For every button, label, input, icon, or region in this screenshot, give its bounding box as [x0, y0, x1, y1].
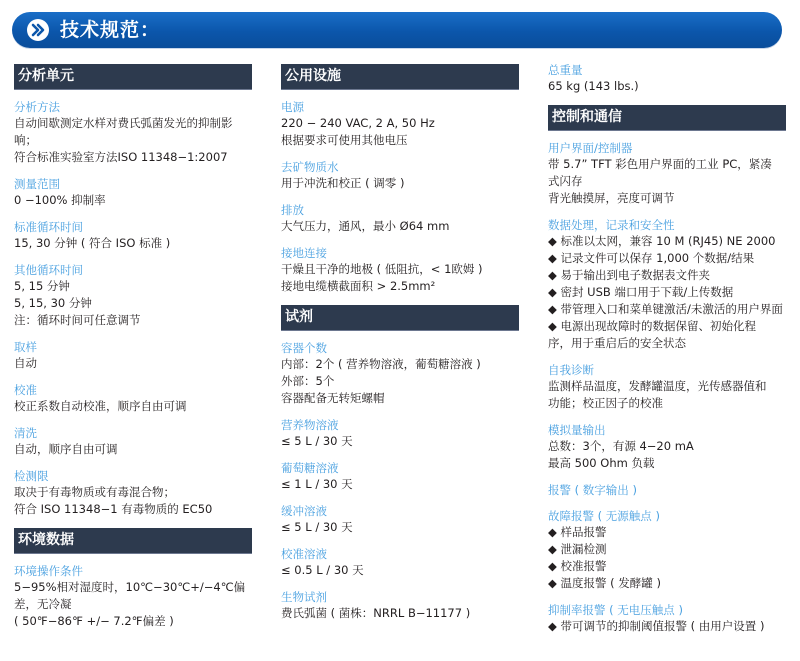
- spec-label: 清洗: [14, 426, 37, 440]
- spec-label: 分析方法: [14, 100, 60, 114]
- spec-value-line: 功能；校正因子的校准: [548, 396, 663, 410]
- spec-value-line: ◆ 校准报警: [548, 559, 607, 573]
- spec-value-line: 响；: [14, 133, 37, 147]
- spec-item: [14, 382, 252, 415]
- spec-label: 抑制率报警 ( 无电压触点 ): [548, 603, 683, 617]
- column-3: [548, 62, 788, 645]
- spec-item: [281, 503, 519, 536]
- spec-value-line: ◆ 标准以太网，兼容 10 M (RJ45) NE 2000: [548, 234, 776, 248]
- spec-label: 接地连接: [281, 246, 327, 260]
- spec-item: [548, 482, 788, 498]
- spec-value-line: 220 − 240 VAC, 2 A, 50 Hz: [281, 116, 435, 130]
- spec-value-line: 外部：5个: [281, 374, 335, 388]
- section-header: 试剂: [281, 305, 519, 331]
- spec-label: 去矿物质水: [281, 160, 339, 174]
- spec-item: [281, 99, 519, 149]
- spec-label: 生物试剂: [281, 590, 327, 604]
- spec-label: 其他循环时间: [14, 263, 83, 277]
- spec-label: 模拟量输出: [548, 423, 606, 437]
- spec-value-line: 自动间歇测定水样对费氏弧菌发光的抑制影: [14, 116, 233, 130]
- spec-item: [14, 262, 252, 329]
- spec-item: [548, 140, 788, 207]
- spec-value-line: ◆ 带可调节的抑制阈值报警 ( 由用户设置 ): [548, 619, 765, 633]
- spec-value-line: 符合标准实验室方法ISO 11348−1:2007: [14, 150, 228, 164]
- spec-value-line: 自动: [14, 356, 37, 370]
- spec-value-line: 式闪存: [548, 174, 583, 188]
- spec-value-line: 自动，顺序自由可调: [14, 442, 118, 456]
- spec-value-line: 序，用于重启后的安全状态: [548, 336, 686, 350]
- spec-label: 报警 ( 数字输出 ): [548, 483, 637, 497]
- spec-value-line: 差，无冷凝: [14, 597, 72, 611]
- spec-label: 标准循环时间: [14, 220, 83, 234]
- spec-label: 葡萄糖溶液: [281, 461, 339, 475]
- spec-item: [14, 468, 252, 518]
- spec-value-line: 65 kg (143 lbs.): [548, 79, 639, 93]
- spec-label: 自我诊断: [548, 363, 594, 377]
- section-header: 公用设施: [281, 64, 519, 90]
- spec-value-line: 校正系数自动校准，顺序自由可调: [14, 399, 187, 413]
- spec-value-line: 大气压力，通风，最小 Ø64 mm: [281, 219, 450, 233]
- spec-item: [14, 425, 252, 458]
- spec-value-line: 干燥且干净的地极 ( 低阻抗，< 1欧姆 ): [281, 262, 483, 276]
- spec-item: [281, 546, 519, 579]
- spec-value-line: 用于冲洗和校正 ( 调零 ): [281, 176, 405, 190]
- spec-label: 排放: [281, 203, 304, 217]
- spec-value-line: 内部：2个 ( 营养物溶液，葡萄糖溶液 ): [281, 357, 481, 371]
- spec-label: 电源: [281, 100, 304, 114]
- spec-value-line: 5, 15 分钟: [14, 279, 70, 293]
- spec-item: [281, 202, 519, 235]
- spec-label: 故障报警 ( 无源触点 ): [548, 509, 660, 523]
- spec-value-line: 符合 ISO 11348−1 有毒物质的 EC50: [14, 502, 213, 516]
- column-2: [281, 62, 519, 632]
- spec-label: 取样: [14, 340, 37, 354]
- spec-label: 数据处理，记录和安全性: [548, 218, 675, 232]
- spec-item: [281, 460, 519, 493]
- spec-item: [281, 417, 519, 450]
- spec-value-line: 15, 30 分钟 ( 符合 ISO 标准 ): [14, 236, 171, 250]
- spec-label: 缓冲溶液: [281, 504, 327, 518]
- spec-label: 测量范围: [14, 177, 60, 191]
- spec-value-line: 费氏弧菌 ( 菌株：NRRL B−11177 ): [281, 606, 471, 620]
- section-header: 分析单元: [14, 64, 252, 90]
- spec-item: [548, 602, 788, 635]
- spec-value-line: ≤ 5 L / 30 天: [281, 520, 353, 534]
- spec-value-line: ◆ 温度报警 ( 发酵罐 ): [548, 576, 661, 590]
- spec-item: [548, 62, 788, 95]
- spec-item: [14, 563, 252, 630]
- spec-value-line: 最高 500 Ohm 负载: [548, 456, 655, 470]
- header-banner: [12, 12, 782, 48]
- spec-label: 校准: [14, 383, 37, 397]
- spec-value-line: ≤ 5 L / 30 天: [281, 434, 353, 448]
- spec-value-line: 注：循环时间可任意调节: [14, 313, 141, 327]
- spec-value-line: ≤ 1 L / 30 天: [281, 477, 353, 491]
- spec-value-line: ( 50℉−86℉ +/− 7.2℉偏差 ): [14, 614, 174, 628]
- spec-value-line: 容器配备无转矩螺帽: [281, 391, 385, 405]
- spec-item: [14, 219, 252, 252]
- spec-value-line: 监测样品温度，发酵罐温度，光传感器值和: [548, 379, 767, 393]
- spec-value-line: 带 5.7” TFT 彩色用户界面的工业 PC，紧凑: [548, 157, 772, 171]
- section-header: 控制和通信: [548, 105, 786, 131]
- spec-label: 环境操作条件: [14, 564, 83, 578]
- spec-value-line: 总数：3个，有源 4−20 mA: [548, 439, 694, 453]
- double-chevron-right-icon: [26, 18, 50, 42]
- spec-item: [548, 508, 788, 592]
- spec-item: [14, 176, 252, 209]
- page-title: 技术规范：: [60, 19, 161, 41]
- spec-value-line: ≤ 0.5 L / 30 天: [281, 563, 364, 577]
- spec-value-line: 0 −100% 抑制率: [14, 193, 106, 207]
- spec-label: 校准溶液: [281, 547, 327, 561]
- spec-item: [281, 340, 519, 407]
- spec-item: [281, 245, 519, 295]
- spec-value-line: ◆ 泄漏检测: [548, 542, 607, 556]
- spec-label: 用户界面/控制器: [548, 141, 633, 155]
- spec-value-line: ◆ 带管理入口和菜单键激活/未激活的用户界面: [548, 302, 783, 316]
- spec-value-line: 5−95%相对湿度时，10℃−30℃+/−4℃偏: [14, 580, 246, 594]
- spec-item: [14, 339, 252, 372]
- spec-label: 营养物溶液: [281, 418, 339, 432]
- spec-item: [548, 422, 788, 472]
- spec-label: 检测限: [14, 469, 49, 483]
- spec-value-line: 背光触摸屏，亮度可调节: [548, 191, 675, 205]
- spec-value-line: 5, 15, 30 分钟: [14, 296, 92, 310]
- spec-item: [548, 362, 788, 412]
- spec-item: [281, 159, 519, 192]
- section-header: 环境数据: [14, 528, 252, 554]
- spec-value-line: ◆ 电源出现故障时的数据保留、初始化程: [548, 319, 756, 333]
- spec-label: 容器个数: [281, 341, 327, 355]
- spec-value-line: 根据要求可使用其他电压: [281, 133, 408, 147]
- spec-value-line: 取决于有毒物质或有毒混合物；: [14, 485, 175, 499]
- spec-label: 总重量: [548, 63, 583, 77]
- spec-item: [281, 589, 519, 622]
- column-1: [14, 62, 252, 640]
- spec-value-line: ◆ 记录文件可以保存 1,000 个数据/结果: [548, 251, 755, 265]
- spec-item: [14, 99, 252, 166]
- spec-value-line: 接地电缆横截面积 > 2.5mm²: [281, 279, 436, 293]
- spec-value-line: ◆ 样品报警: [548, 525, 607, 539]
- spec-value-line: ◆ 密封 USB 端口用于下载/上传数据: [548, 285, 734, 299]
- spec-value-line: ◆ 易于输出到电子数据表文件夹: [548, 268, 710, 282]
- spec-item: [548, 217, 788, 352]
